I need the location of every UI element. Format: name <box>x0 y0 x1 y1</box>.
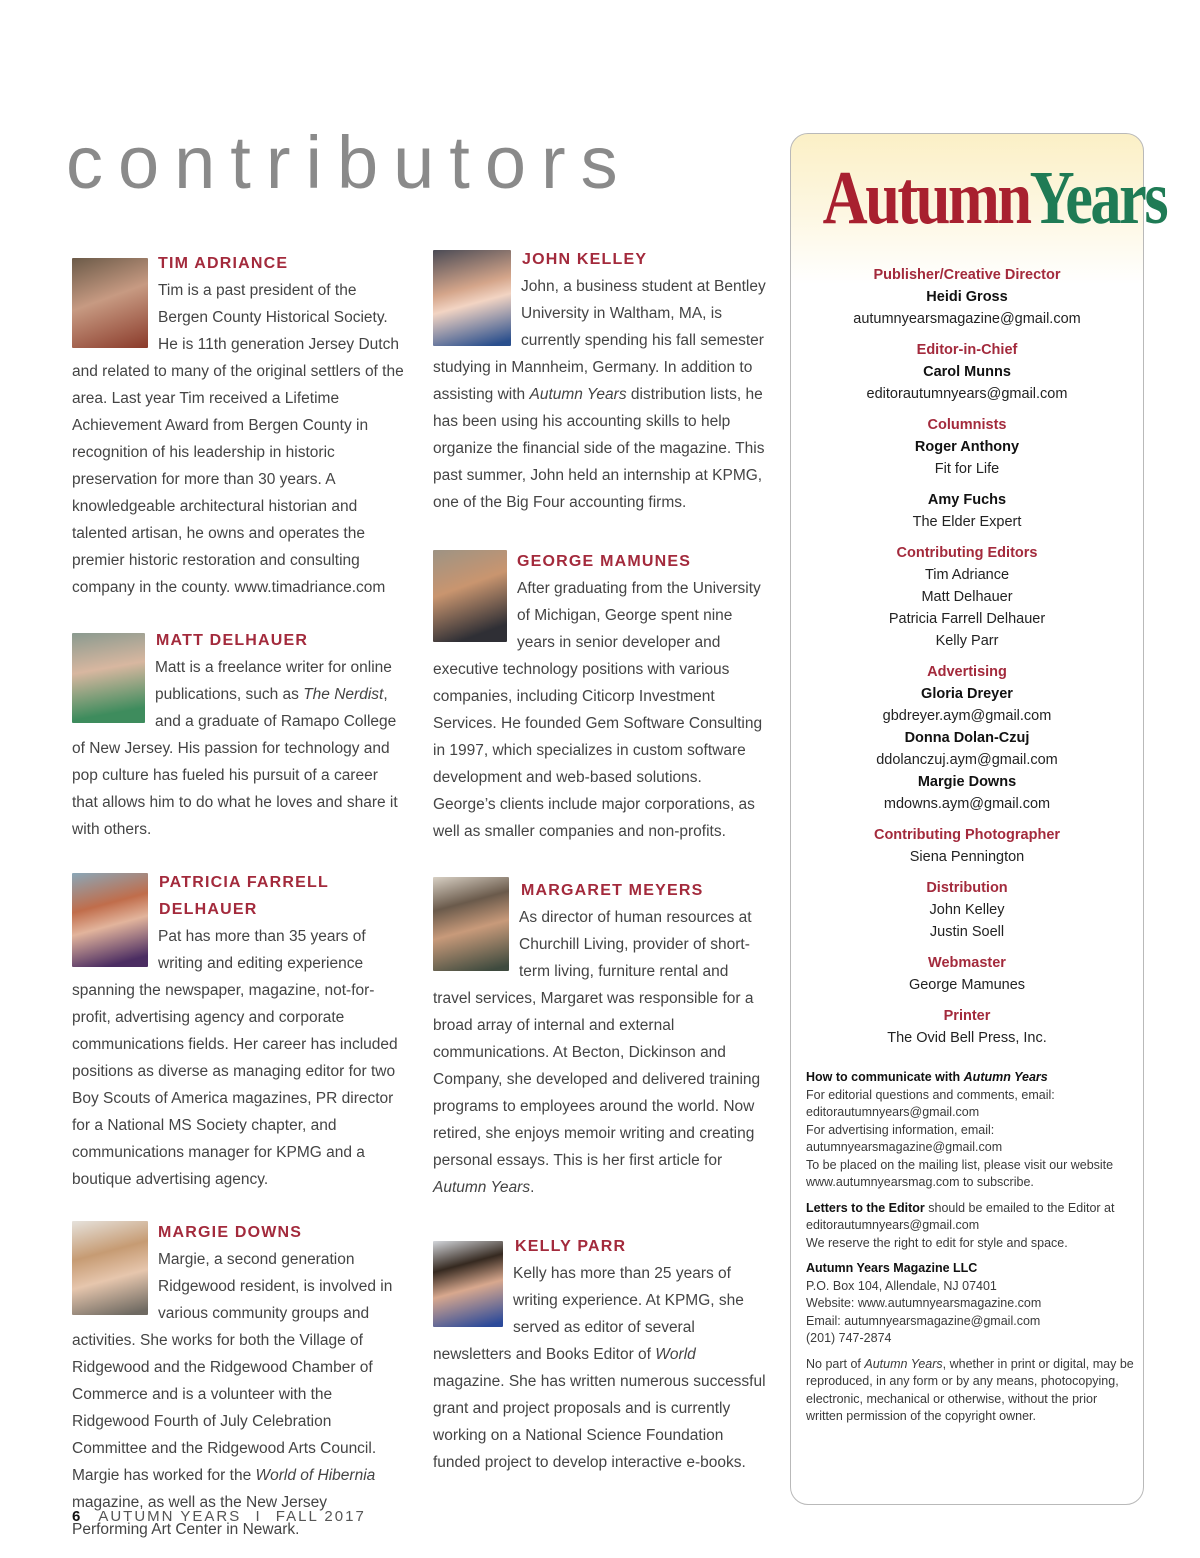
bio-emphasis: Autumn Years <box>433 1179 531 1196</box>
staff-name: Patricia Farrell Delhauer <box>888 611 1046 627</box>
info-line: Email: autumnyearsmagazine@gmail.com <box>806 1313 1041 1328</box>
column-title: Fit for Life <box>934 461 1000 477</box>
heading-text: How to communicate with <box>806 1070 964 1084</box>
company-name: Autumn Years Magazine LLC <box>806 1261 978 1275</box>
info-line: Website: www.autumnyearsmagazine.com <box>806 1296 1042 1310</box>
staff-email: gbdreyer.aym@gmail.com <box>882 708 1052 724</box>
info-line: www.autumnyearsmag.com to subscribe. <box>806 1175 1034 1189</box>
role-heading: Editor-in-Chief <box>916 342 1018 358</box>
contributor-text: After graduating from the University of Michigan, George spent nine years in senior developer and executive technology positions with various companies, including Citicorp Investment Services. He founded Gem Software Consulting in 1997, which specializes in custom software development and web-based solutions. George’s clients include major corporations, as well as smaller companies and non-profits. <box>433 580 763 840</box>
staff-name: Heidi Gross <box>926 289 1008 305</box>
role-heading: Contributing Photographer <box>873 827 1061 843</box>
contributor-bio <box>433 246 768 516</box>
info-line: No part of <box>806 1356 865 1371</box>
contributor-bio <box>72 1219 407 1543</box>
communicate-heading <box>806 1069 1136 1087</box>
contact-info <box>806 1069 1136 1434</box>
contributor-bio <box>433 1233 768 1476</box>
letters-block <box>806 1200 1136 1253</box>
page-title: contributors <box>66 121 633 204</box>
page-number: 6 <box>72 1508 83 1525</box>
contributor-bio <box>433 877 768 1201</box>
bio-emphasis: Autumn Years <box>529 386 627 403</box>
staff-email: autumnyearsmagazine@gmail.com <box>853 311 1081 327</box>
bio-text: Margie, a second generation Ridgewood resident, is involved in various community groups and activities. She works for both the Village of Ridgewood and the Ridgewood Chamber of Commerce and is a volunteer with the Ridgewood Fourth of July Celebration Committee and the Ridgewood Arts Council. Margie has worked for the <box>72 1251 393 1484</box>
publication-name: AUTUMN YEARS <box>98 1508 242 1525</box>
staff-name: Margie Downs <box>917 774 1017 790</box>
portrait-photo <box>72 633 145 723</box>
contributors-right-column <box>433 246 768 1476</box>
staff-name: Roger Anthony <box>914 439 1020 455</box>
letters-heading: Letters to the Editor <box>806 1200 925 1215</box>
contributor-name: MATT DELHAUER <box>156 632 309 649</box>
spacer <box>791 480 1143 489</box>
info-line: should be emailed to the Editor at editorautumnyears@gmail.com <box>806 1200 1115 1232</box>
contributor-name: MARGIE DOWNS <box>158 1224 303 1241</box>
role-heading: Publisher/Creative Director <box>873 267 1061 283</box>
staff-name: Justin Soell <box>929 924 1005 940</box>
bio-emphasis: World of Hibernia <box>255 1467 376 1484</box>
info-line: For advertising information, email: <box>806 1122 995 1137</box>
masthead-sidebar <box>790 133 1167 1505</box>
staff-name: John Kelley <box>929 902 1005 918</box>
info-line: For editorial questions and comments, email: <box>806 1087 1055 1102</box>
bio-text: As director of human resources at Churchill Living, provider of short-term living, furniture rental and travel services, Margaret was responsible for a broad array of internal and external communications. At Becton, Dickinson and Company, she developed and delivered training programs to employees around the world. Now retired, she enjoys memoir writing and creating personal essays. This is her first article for <box>433 909 761 1169</box>
column-title: The Elder Expert <box>912 514 1022 530</box>
staff-email: ddolanczuj.aym@gmail.com <box>876 752 1058 768</box>
contributor-name: DELHAUER <box>159 901 258 918</box>
portrait-photo <box>72 873 148 967</box>
staff-name: Matt Delhauer <box>921 589 1013 605</box>
bio-text: distribution lists, he has been using his accounting skills to help organize the financial side of the magazine. This past summer, John held an internship at KPMG, one of the Big Four accounting firms. <box>433 386 765 511</box>
bio-text: Matt is a freelance writer for online publications, such as <box>155 659 392 703</box>
contributor-name: KELLY PARR <box>515 1238 627 1255</box>
bio-text: John, a business student at Bentley University in Waltham, MA, is currently spending his fall semester studying in Mannheim, Germany. In addition to assisting with <box>433 278 766 403</box>
portrait-photo <box>433 877 509 971</box>
page-footer <box>72 1508 366 1525</box>
info-line: editorautumnyears@gmail.com <box>806 1105 980 1119</box>
info-line: We reserve the right to edit for style and space. <box>806 1235 1068 1250</box>
contributor-bio <box>72 869 407 1193</box>
info-line: To be placed on the mailing list, please visit our website <box>806 1157 1114 1172</box>
portrait-photo <box>72 258 148 348</box>
role-heading: Columnists <box>927 417 1007 433</box>
issue-label: FALL 2017 <box>275 1508 366 1525</box>
bio-text: Kelly has more than 25 years of writing experience. At KPMG, she served as editor of several newsletters and Books Editor of <box>433 1265 744 1363</box>
contributor-name: PATRICIA FARRELL <box>159 874 330 891</box>
portrait-photo <box>433 250 511 346</box>
bio-text: , and a graduate of Ramapo College of New Jersey. His passion for technology and pop culture has fueled his pursuit of a career that allows him to do what he loves and share it with others. <box>72 686 398 838</box>
staff-name: Tim Adriance <box>924 567 1010 583</box>
contributors-left-column <box>72 250 407 1543</box>
contributor-bio <box>72 627 407 843</box>
bio-text: magazine. She has written numerous successful grant and project proposals and is currently working on a National Science Foundation funded project to develop interactive e-books. <box>433 1373 766 1471</box>
portrait-photo <box>433 1241 503 1327</box>
contributor-text: Pat has more than 35 years of writing and editing experience spanning the newspaper, magazine, not-for-profit, advertising agency and corporate communications fields. Her career has included positions as diverse as managing editor for two Boy Scouts of America magazines, PR director for a National MS Society chapter, and communications manager for KPMG and a boutique advertising agency. <box>72 928 398 1188</box>
contributor-bio <box>72 250 407 601</box>
footer-separator: I <box>255 1508 262 1525</box>
contributor-bio <box>433 548 768 845</box>
logo-word-years: Years <box>1029 156 1167 240</box>
contributor-text: Tim is a past president of the Bergen County Historical Society. He is 11th generation Jersey Dutch and related to many of the original settlers of the area. Last year Tim received a Lifetime Achievement Award from Bergen County in recognition of his leadership in historic preservation for more than 30 years. A knowledgeable architectural historian and talented artisan, he owns and operates the premier historic restoration and consulting company in the county. www.timadriance.com <box>72 282 404 596</box>
staff-name: Siena Pennington <box>909 849 1025 865</box>
contributor-name: MARGARET MEYERS <box>521 882 704 899</box>
bio-text: . <box>530 1179 535 1196</box>
role-heading: Distribution <box>926 880 1008 896</box>
letters-text <box>806 1200 1136 1235</box>
copyright-block <box>806 1356 1136 1426</box>
info-line: autumnyearsmagazine@gmail.com <box>806 1140 1003 1154</box>
info-line: , whether in print or digital, may be reproduced, in any form or by any means, photocopying, electronic, mechanical or otherwise, without the prior written permission of the copyright owner. <box>806 1356 1134 1423</box>
company-block <box>806 1260 1136 1348</box>
info-line: P.O. Box 104, Allendale, NJ 07401 <box>806 1278 997 1293</box>
role-heading: Printer <box>943 1008 991 1024</box>
communicate-block <box>806 1069 1136 1192</box>
masthead-list <box>791 264 1143 1049</box>
contributor-name: JOHN KELLEY <box>522 251 648 268</box>
copyright-emphasis: Autumn Years <box>864 1356 943 1371</box>
staff-email: mdowns.aym@gmail.com <box>883 796 1051 812</box>
portrait-photo <box>433 550 507 642</box>
portrait-photo <box>72 1221 148 1315</box>
info-line: (201) 747-2874 <box>806 1331 892 1345</box>
autumn-years-logo <box>822 156 1167 240</box>
staff-name: George Mamunes <box>908 977 1026 993</box>
role-heading: Advertising <box>927 664 1007 680</box>
staff-name: Kelly Parr <box>935 633 999 649</box>
heading-emphasis: Autumn Years <box>963 1070 1048 1084</box>
staff-name: Amy Fuchs <box>927 492 1007 508</box>
contributor-name: GEORGE MAMUNES <box>517 553 692 570</box>
staff-name: Gloria Dreyer <box>921 686 1013 702</box>
staff-email: editorautumnyears@gmail.com <box>866 386 1068 402</box>
staff-name: Donna Dolan-Czuj <box>904 730 1030 746</box>
staff-name: Carol Munns <box>923 364 1011 380</box>
contributor-name: TIM ADRIANCE <box>158 255 289 272</box>
role-heading: Webmaster <box>928 955 1006 971</box>
bio-text: magazine, as well as the New Jersey Performing Art Center in Newark. <box>72 1494 328 1538</box>
role-heading: Contributing Editors <box>896 545 1038 561</box>
bio-emphasis: The Nerdist <box>303 686 384 703</box>
logo-word-autumn: Autumn <box>822 156 1030 240</box>
staff-name: The Ovid Bell Press, Inc. <box>887 1030 1047 1046</box>
bio-emphasis: World <box>655 1346 696 1363</box>
